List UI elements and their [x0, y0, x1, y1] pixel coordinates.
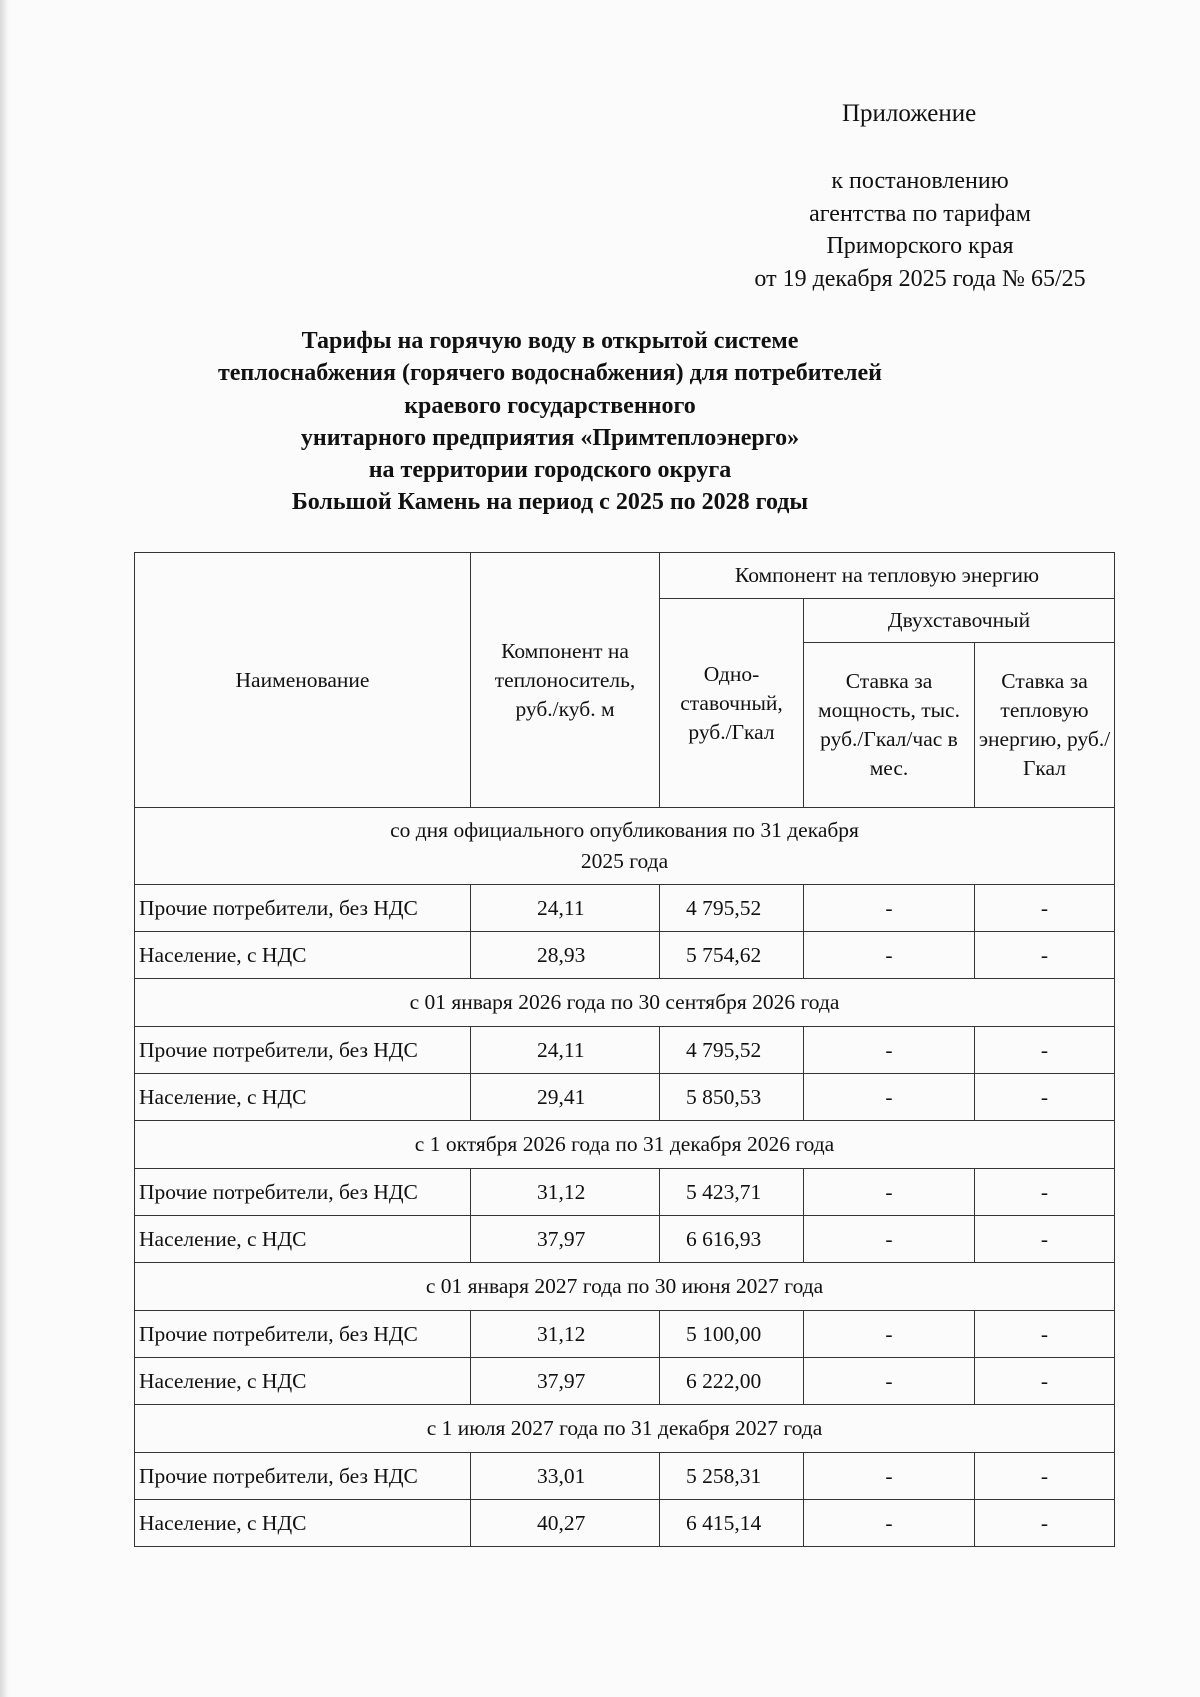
- table-row: [135, 885, 1115, 932]
- carrier-value-cell: 37,97: [471, 1358, 660, 1405]
- header-capacity-rate: Ставка за мощность, тыс. руб./Гкал/час в мес.: [804, 643, 975, 808]
- decree-line: к постановлению: [831, 168, 1009, 194]
- header-single-rate: Одно-ставочный, руб./Гкал: [660, 599, 804, 808]
- energy-rate-value-cell: -: [975, 1358, 1115, 1405]
- single-rate-value-cell: 4 795,52: [660, 885, 804, 932]
- header-energy-rate: Ставка за тепловую энергию, руб./Гкал: [975, 643, 1115, 808]
- single-rate-value-cell: 6 222,00: [660, 1358, 804, 1405]
- tariff-table: [134, 552, 1115, 1547]
- tariff-table-body: [135, 808, 1115, 1547]
- energy-rate-value-cell: -: [975, 1453, 1115, 1500]
- period-row: [135, 979, 1115, 1027]
- energy-rate-value-cell: -: [975, 1500, 1115, 1547]
- energy-rate-value-cell: -: [975, 1311, 1115, 1358]
- table-row: [135, 1358, 1115, 1405]
- energy-rate-value-cell: -: [975, 932, 1115, 979]
- tariff-table-header: [135, 553, 1115, 808]
- carrier-value-cell: 33,01: [471, 1453, 660, 1500]
- decree-line: агентства по тарифам: [809, 200, 1031, 227]
- header-two-rate: Двухставочный: [804, 599, 1115, 643]
- single-rate-value-cell: 5 258,31: [660, 1453, 804, 1500]
- period-label: с 01 января 2027 года по 30 июня 2027 года: [135, 1263, 1115, 1311]
- consumer-name-cell: Прочие потребители, без НДС: [135, 1311, 471, 1358]
- single-rate-value-cell: 6 415,14: [660, 1500, 804, 1547]
- period-row: [135, 808, 1115, 885]
- header-name: Наименование: [135, 553, 471, 808]
- header-energy-component: Компонент на тепловую энергию: [660, 553, 1115, 599]
- single-rate-value-cell: 6 616,93: [660, 1216, 804, 1263]
- carrier-value-cell: 28,93: [471, 932, 660, 979]
- consumer-name-cell: Прочие потребители, без НДС: [135, 1027, 471, 1074]
- title-line: Большой Камень на период с 2025 по 2028 годы: [291, 489, 809, 516]
- period-row: [135, 1121, 1115, 1169]
- period-label: с 1 октября 2026 года по 31 декабря 2026 года: [135, 1121, 1115, 1169]
- carrier-value-cell: 24,11: [471, 885, 660, 932]
- table-row: [135, 1216, 1115, 1263]
- decree-line: от 19 декабря 2025 года № 65/25: [754, 265, 1086, 292]
- energy-rate-value-cell: -: [975, 1169, 1115, 1216]
- carrier-value-cell: 37,97: [471, 1216, 660, 1263]
- single-rate-value-cell: 5 100,00: [660, 1311, 804, 1358]
- decree-reference: [700, 165, 1140, 295]
- consumer-name-cell: Население, с НДС: [135, 1074, 471, 1121]
- period-label: с 01 января 2026 года по 30 сентября 2026 года: [135, 979, 1115, 1027]
- table-row: [135, 932, 1115, 979]
- consumer-name-cell: Население, с НДС: [135, 932, 471, 979]
- capacity-rate-value-cell: -: [804, 1453, 975, 1500]
- header-carrier: Компонент на теплоноситель, руб./куб. м: [471, 553, 660, 808]
- single-rate-value-cell: 5 754,62: [660, 932, 804, 979]
- capacity-rate-value-cell: -: [804, 932, 975, 979]
- appendix-label: Приложение: [842, 100, 977, 127]
- consumer-name-cell: Прочие потребители, без НДС: [135, 1169, 471, 1216]
- carrier-value-cell: 31,12: [471, 1169, 660, 1216]
- capacity-rate-value-cell: -: [804, 1500, 975, 1547]
- consumer-name-cell: Население, с НДС: [135, 1500, 471, 1547]
- consumer-name-cell: Прочие потребители, без НДС: [135, 1453, 471, 1500]
- single-rate-value-cell: 5 423,71: [660, 1169, 804, 1216]
- capacity-rate-value-cell: -: [804, 1074, 975, 1121]
- table-row: [135, 1500, 1115, 1547]
- table-row: [135, 1074, 1115, 1121]
- title-line: Тарифы на горячую воду в открытой системе: [301, 328, 799, 354]
- table-row: [135, 1453, 1115, 1500]
- consumer-name-cell: Прочие потребители, без НДС: [135, 885, 471, 932]
- energy-rate-value-cell: -: [975, 1074, 1115, 1121]
- period-row: [135, 1405, 1115, 1453]
- carrier-value-cell: 29,41: [471, 1074, 660, 1121]
- period-label: со дня официального опубликования по 31 декабря 2025 года: [135, 808, 1115, 885]
- consumer-name-cell: Население, с НДС: [135, 1358, 471, 1405]
- document-title: [160, 325, 940, 519]
- table-row: [135, 1311, 1115, 1358]
- capacity-rate-value-cell: -: [804, 1311, 975, 1358]
- energy-rate-value-cell: -: [975, 885, 1115, 932]
- period-row: [135, 1263, 1115, 1311]
- decree-line: Приморского края: [826, 233, 1014, 259]
- page-edge-shadow: [0, 0, 9, 1697]
- capacity-rate-value-cell: -: [804, 1169, 975, 1216]
- single-rate-value-cell: 5 850,53: [660, 1074, 804, 1121]
- capacity-rate-value-cell: -: [804, 1216, 975, 1263]
- title-line: краевого государственного: [404, 392, 696, 419]
- table-row: [135, 1027, 1115, 1074]
- period-label: с 1 июля 2027 года по 31 декабря 2027 года: [135, 1405, 1115, 1453]
- carrier-value-cell: 31,12: [471, 1311, 660, 1358]
- energy-rate-value-cell: -: [975, 1216, 1115, 1263]
- consumer-name-cell: Население, с НДС: [135, 1216, 471, 1263]
- table-row: [135, 1169, 1115, 1216]
- title-line: унитарного предприятия «Примтеплоэнерго»: [300, 424, 800, 451]
- carrier-value-cell: 24,11: [471, 1027, 660, 1074]
- capacity-rate-value-cell: -: [804, 1358, 975, 1405]
- energy-rate-value-cell: -: [975, 1027, 1115, 1074]
- title-line: на территории городского округа: [368, 457, 732, 484]
- capacity-rate-value-cell: -: [804, 1027, 975, 1074]
- single-rate-value-cell: 4 795,52: [660, 1027, 804, 1074]
- title-line: теплоснабжения (горячего водоснабжения) для потребителей: [217, 360, 882, 387]
- capacity-rate-value-cell: -: [804, 885, 975, 932]
- carrier-value-cell: 40,27: [471, 1500, 660, 1547]
